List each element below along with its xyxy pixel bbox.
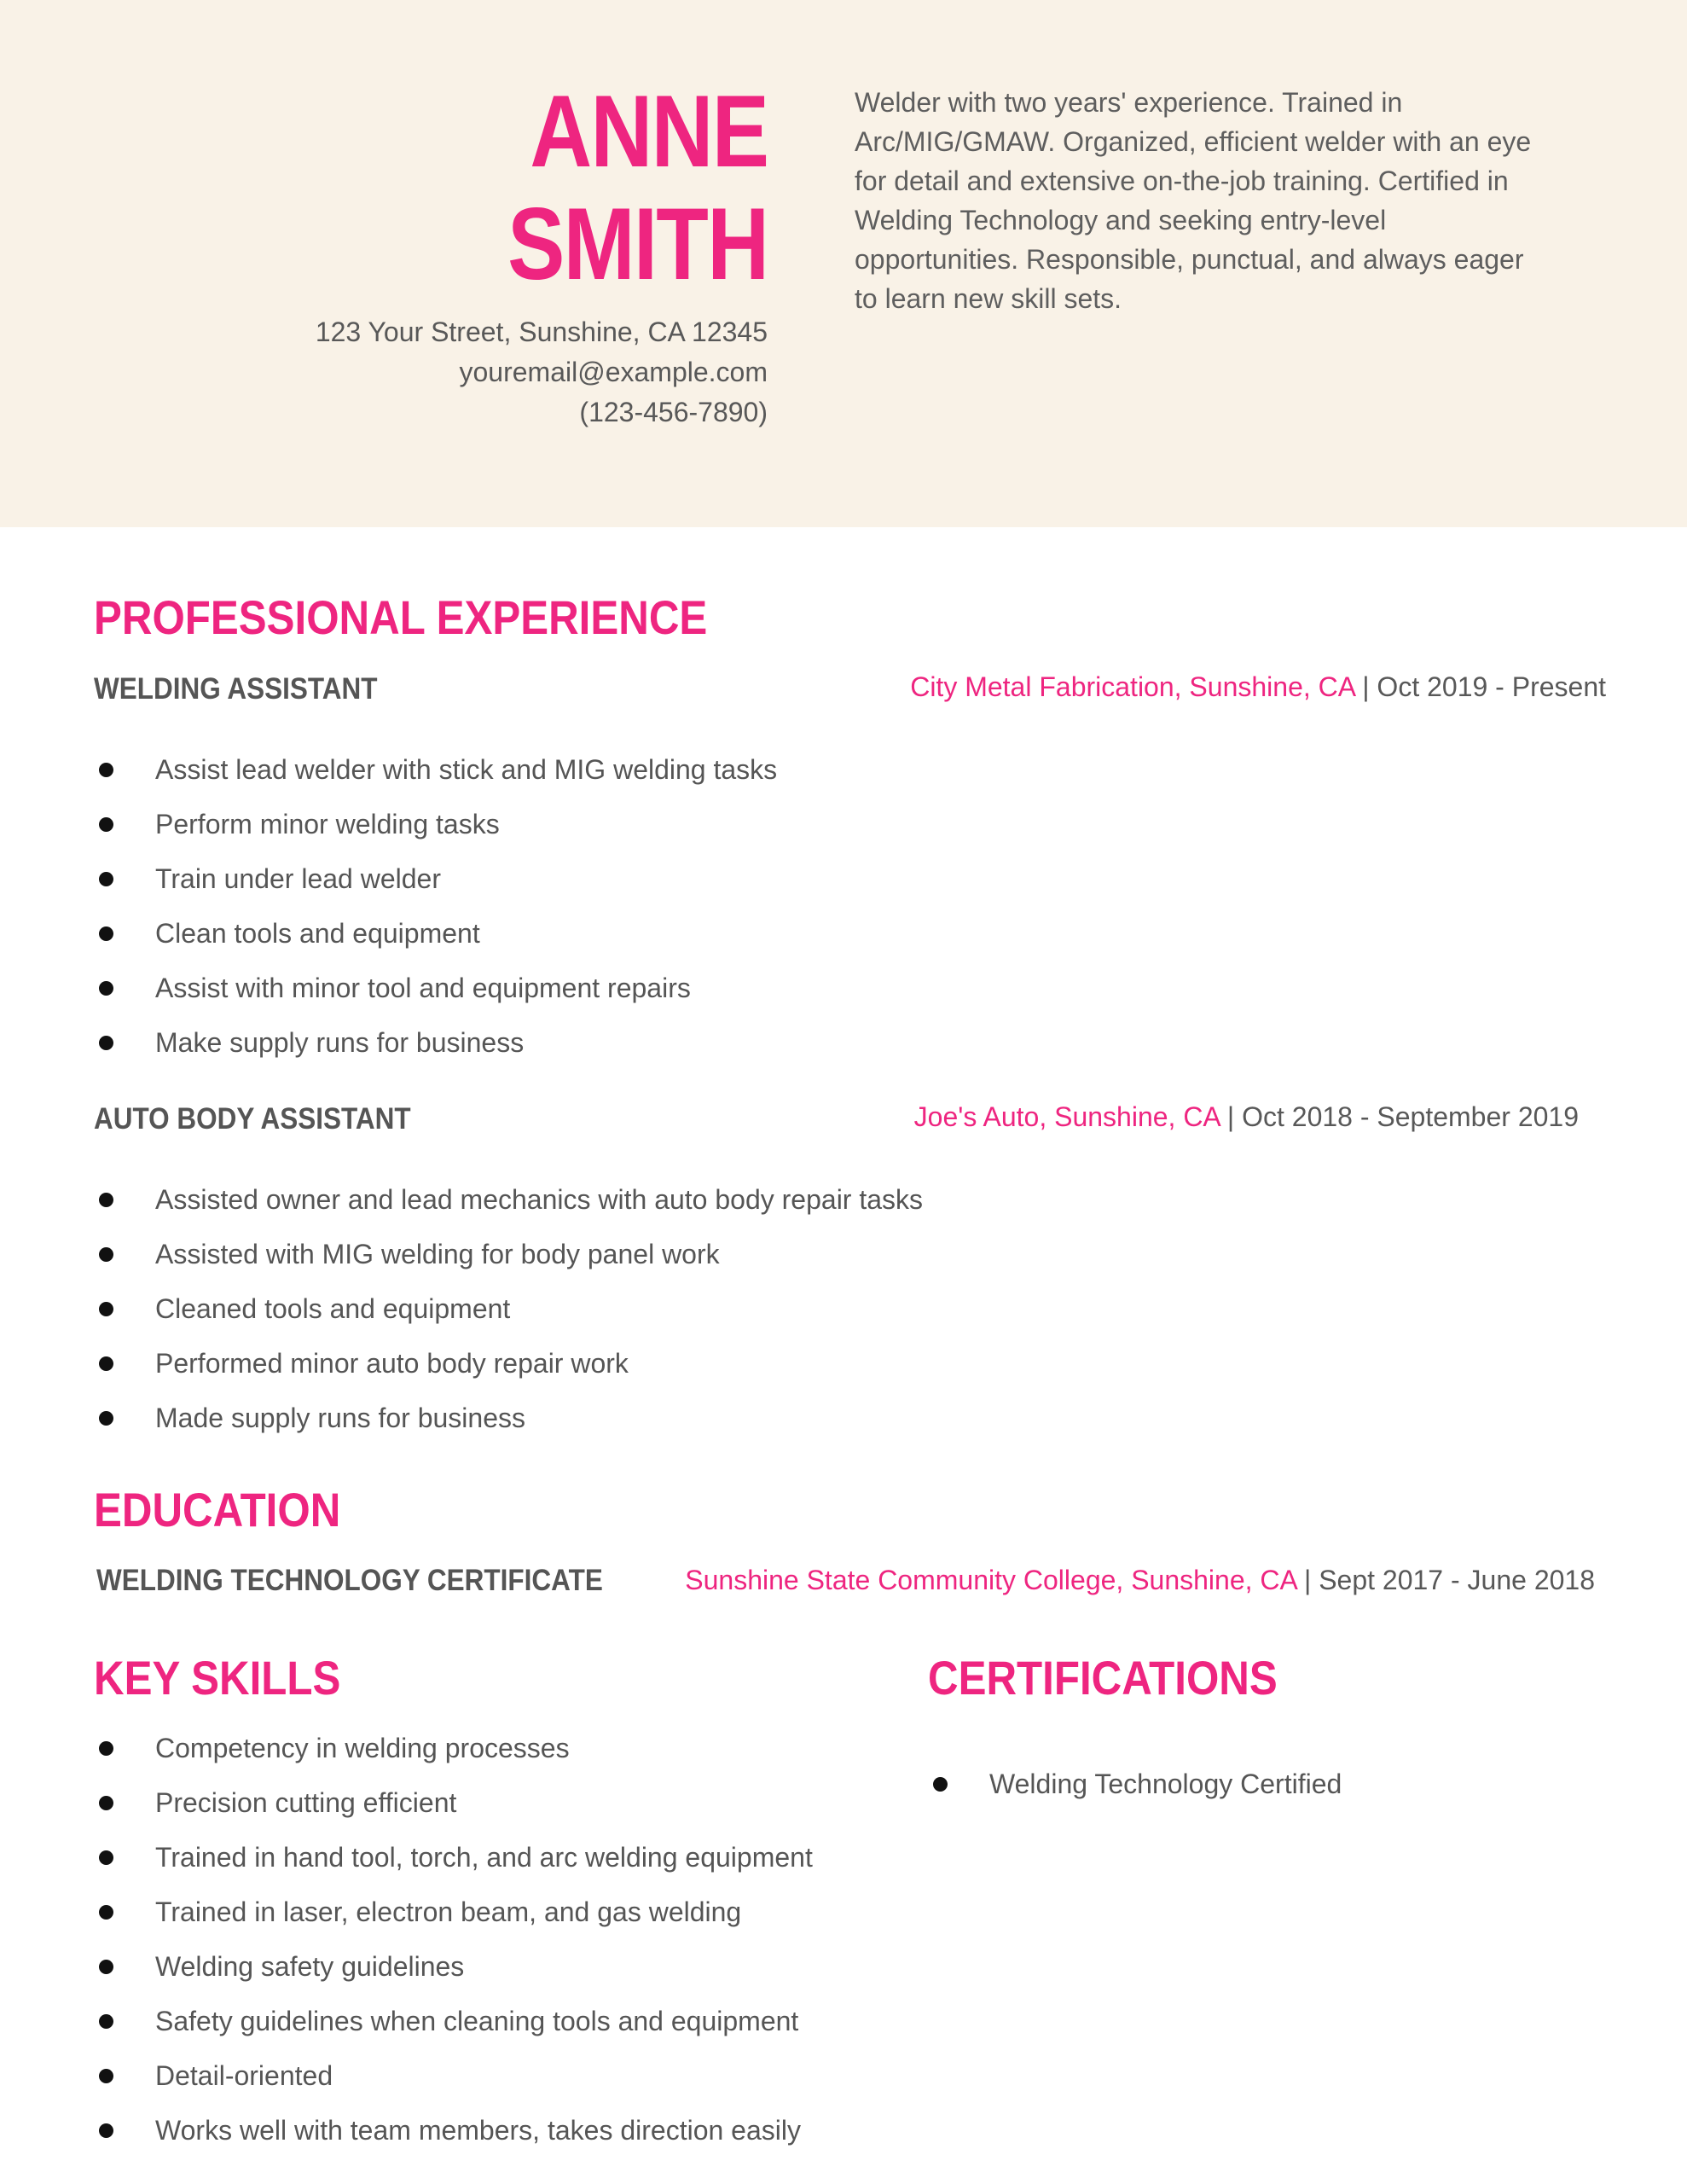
bullet-icon (99, 763, 113, 777)
list-item-text: Precision cutting efficient (155, 1787, 457, 1818)
bullet-icon (99, 1247, 113, 1262)
job-meta (910, 669, 1606, 705)
list-item-text: Welding safety guidelines (155, 1951, 465, 1982)
list-item-text: Detail-oriented (155, 2060, 333, 2091)
list-item (94, 1786, 813, 1840)
list-item (94, 1949, 813, 2004)
list-item-text: Train under lead welder (155, 863, 441, 894)
degree-title: WELDING TECHNOLOGY CERTIFICATE (96, 1564, 603, 1597)
meta-separator: | (1354, 671, 1377, 702)
phone: (123-456-7890) (579, 397, 768, 427)
list-item (94, 916, 777, 971)
bullet-icon (933, 1777, 948, 1792)
job-meta (914, 1099, 1579, 1135)
last-name: SMITH (507, 187, 768, 301)
bullet-icon (99, 1741, 113, 1756)
bullet-icon (99, 1411, 113, 1426)
job-dates: Oct 2018 - September 2019 (1242, 1101, 1579, 1132)
certifications-heading: CERTIFICATIONS (928, 1651, 1278, 1705)
list-item (94, 2004, 813, 2059)
list-item (94, 1292, 923, 1346)
contact-info (316, 312, 768, 433)
education-meta (685, 1562, 1595, 1598)
list-item (94, 971, 777, 1025)
list-item-text: Assist lead welder with stick and MIG welding tasks (155, 754, 778, 785)
list-item (94, 862, 777, 916)
bullet-icon (99, 1960, 113, 1974)
professional-summary: Welder with two years' experience. Trained in Arc/MIG/GMAW. Organized, efficient welder with an eye for detail and extensive on-the-job training. Certified in Welding Technology and seeking entry-level opportunities. Responsible, punctual, and always eager to learn new skill sets. (855, 87, 1532, 314)
bullet-icon (99, 1796, 113, 1810)
list-item (94, 1346, 923, 1401)
list-item-text: Safety guidelines when cleaning tools and equipment (155, 2006, 799, 2036)
bullet-icon (99, 1036, 113, 1050)
job-duties-list (94, 752, 777, 1080)
list-item (94, 1731, 813, 1786)
list-item (94, 1025, 777, 1080)
list-item-text: Works well with team members, takes direction easily (155, 2115, 801, 2146)
list-item (94, 1840, 813, 1895)
job-duties-list (94, 1182, 923, 1455)
certifications-list (928, 1767, 1342, 1821)
list-item-text: Assisted with MIG welding for body panel work (155, 1239, 720, 1269)
bullet-icon (99, 1193, 113, 1207)
bullet-icon (99, 1850, 113, 1865)
list-item-text: Trained in laser, electron beam, and gas welding (155, 1896, 742, 1927)
list-item (94, 2059, 813, 2113)
email: youremail@example.com (459, 357, 768, 387)
education-heading: EDUCATION (94, 1483, 341, 1536)
meta-separator: | (1220, 1101, 1243, 1132)
list-item-text: Competency in welding processes (155, 1733, 570, 1763)
first-name: ANNE (530, 74, 768, 189)
list-item-text: Made supply runs for business (155, 1403, 525, 1433)
address: 123 Your Street, Sunshine, CA 12345 (315, 317, 768, 347)
list-item-text: Clean tools and equipment (155, 918, 480, 949)
list-item-text: Performed minor auto body repair work (155, 1348, 629, 1379)
list-item (94, 752, 777, 807)
list-item-text: Welding Technology Certified (989, 1769, 1342, 1799)
bullet-icon (99, 817, 113, 832)
list-item (928, 1767, 1342, 1821)
list-item-text: Trained in hand tool, torch, and arc welding equipment (155, 1842, 813, 1873)
list-item-text: Perform minor welding tasks (155, 809, 500, 839)
bullet-icon (99, 1905, 113, 1920)
bullet-icon (99, 872, 113, 886)
list-item-text: Assisted owner and lead mechanics with auto body repair tasks (155, 1184, 924, 1215)
list-item-text: Make supply runs for business (155, 1027, 525, 1058)
experience-heading: PROFESSIONAL EXPERIENCE (94, 590, 708, 644)
education-dates: Sept 2017 - June 2018 (1319, 1565, 1595, 1595)
list-item (94, 1182, 923, 1237)
meta-separator: | (1296, 1565, 1319, 1595)
applicant-name (507, 75, 768, 300)
school: Sunshine State Community College, Sunshine, CA (685, 1565, 1297, 1595)
bullet-icon (99, 981, 113, 996)
resume-header (0, 0, 1687, 527)
list-item (94, 1401, 923, 1455)
bullet-icon (99, 2123, 113, 2138)
skills-list (94, 1731, 813, 2168)
bullet-icon (99, 926, 113, 941)
job-title: AUTO BODY ASSISTANT (94, 1102, 411, 1136)
bullet-icon (99, 1302, 113, 1316)
employer: Joe's Auto, Sunshine, CA (913, 1101, 1220, 1132)
bullet-icon (99, 2014, 113, 2029)
job-dates: Oct 2019 - Present (1377, 671, 1606, 702)
list-item (94, 807, 777, 862)
bullet-icon (99, 1356, 113, 1371)
list-item (94, 2113, 813, 2168)
job-title: WELDING ASSISTANT (94, 672, 378, 706)
employer: City Metal Fabrication, Sunshine, CA (910, 671, 1355, 702)
skills-heading: KEY SKILLS (94, 1651, 341, 1705)
list-item-text: Cleaned tools and equipment (155, 1293, 511, 1324)
list-item (94, 1237, 923, 1292)
bullet-icon (99, 2069, 113, 2083)
list-item-text: Assist with minor tool and equipment repairs (155, 973, 691, 1003)
list-item (94, 1895, 813, 1949)
